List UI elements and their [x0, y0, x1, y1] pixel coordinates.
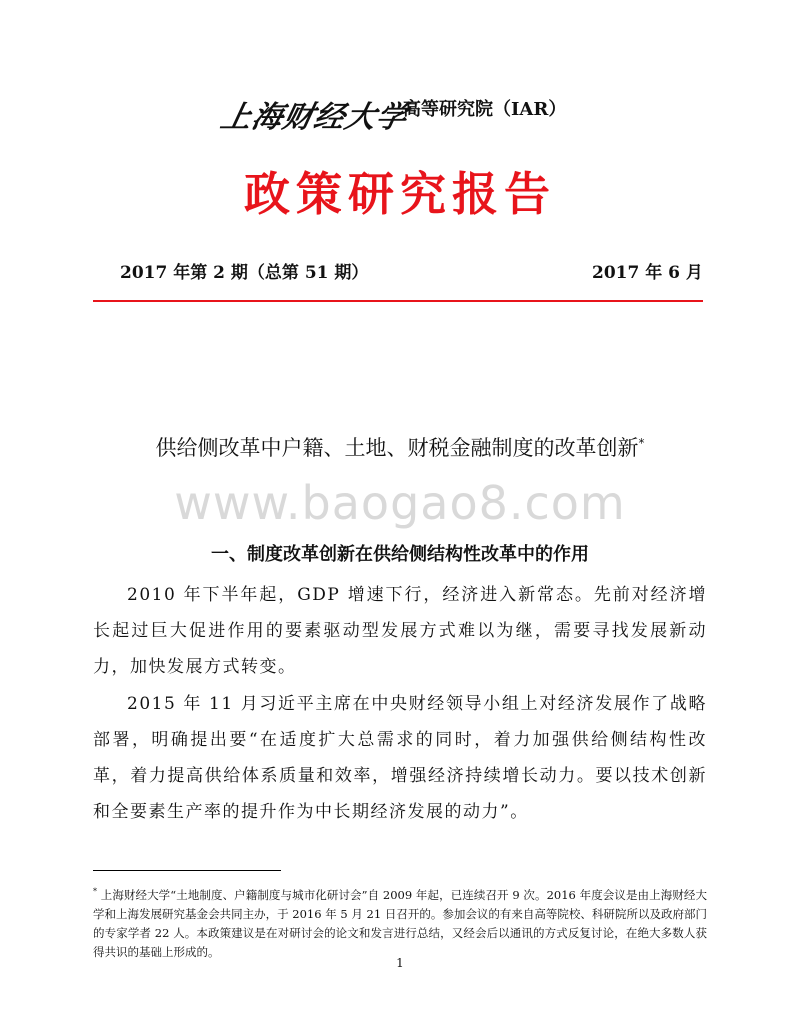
article-title-text: 供给侧改革中户籍、土地、财税金融制度的改革创新	[155, 436, 639, 460]
footnote-ref-marker[interactable]: *	[638, 436, 645, 450]
footnote-text: 上海财经大学“土地制度、户籍制度与城市化研讨会”自 2009 年起，已连续召开 9 次。2016 年度会议是由上海财经大学和上海发展研究基金会共同主办，于 2016 年 5 月 21 日召开的。参加会议的有来自高等院校、科研院所以及政府部门的专家学者 22 人。本政策建议是在对研讨会的论文和发言进行总结，又经会后以通讯的方式反复讨论，在绝大多数人获得共识的基础上形成的。	[93, 887, 707, 959]
issue-date: 2017 年 6 月	[592, 263, 703, 283]
footnote-divider	[93, 870, 281, 871]
university-logo: 上海财经大学	[217, 100, 411, 135]
watermark: www.baogao8.com	[174, 476, 626, 530]
header-divider	[93, 300, 703, 302]
issue-number: 2017 年第 2 期（总第 51 期）	[120, 263, 369, 283]
body-paragraph-1: 2010 年下半年起，GDP 增速下行，经济进入新常态。先前对经济增长起过巨大促进作用的要素驱动型发展方式难以为继，需要寻找发展新动力，加快发展方式转变。	[93, 585, 707, 677]
footnote	[93, 882, 707, 962]
footnote-marker: *	[93, 887, 97, 896]
article-title	[0, 432, 800, 462]
section-heading: 一、制度改革创新在供给侧结构性改革中的作用	[211, 544, 589, 565]
body-paragraph-2: 2015 年 11 月习近平主席在中央财经领导小组上对经济发展作了战略部署，明确提出要“在适度扩大总需求的同时，着力加强供给侧结构性改革，着力提高供给体系质量和效率，增强经济持续增长动力。要以技术创新和全要素生产率的提升作为中长期经济发展的动力”。	[93, 694, 707, 822]
institute-name: 高等研究院（IAR）	[403, 99, 567, 120]
report-title: 政策研究报告	[244, 167, 556, 221]
page-number: 1	[396, 956, 404, 970]
